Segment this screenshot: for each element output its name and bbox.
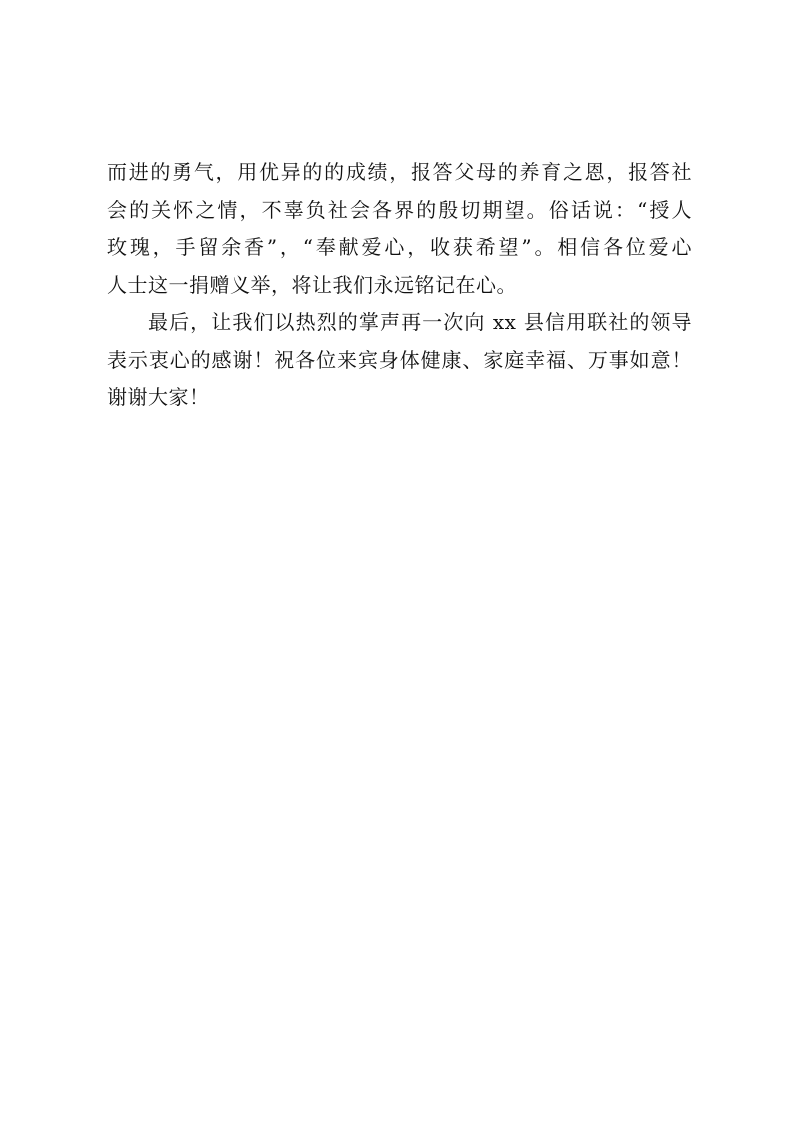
paragraph-2: [107, 304, 692, 417]
text-line: 人士这一捐赠义举，将让我们永远铭记在心。: [107, 272, 517, 297]
text-line: 谢谢大家！: [107, 385, 210, 409]
text-line: 会的关怀之情，不辜负社会各界的殷切期望。俗话说：“授人: [107, 197, 692, 222]
document-body: [107, 154, 692, 417]
text-line: 最后，让我们以热烈的掌声再一次向 xx 县信用联社的领导: [148, 310, 692, 334]
text-line: 而进的勇气，用优异的的成绩，报答父母的养育之恩，报答社: [107, 160, 692, 184]
text-line: 玫瑰，手留余香”，“奉献爱心，收获希望”。相信各位爱心: [107, 235, 692, 259]
text-line: 表示衷心的感谢！祝各位来宾身体健康、家庭幸福、万事如意！: [107, 347, 692, 372]
paragraph-1: [107, 154, 692, 304]
